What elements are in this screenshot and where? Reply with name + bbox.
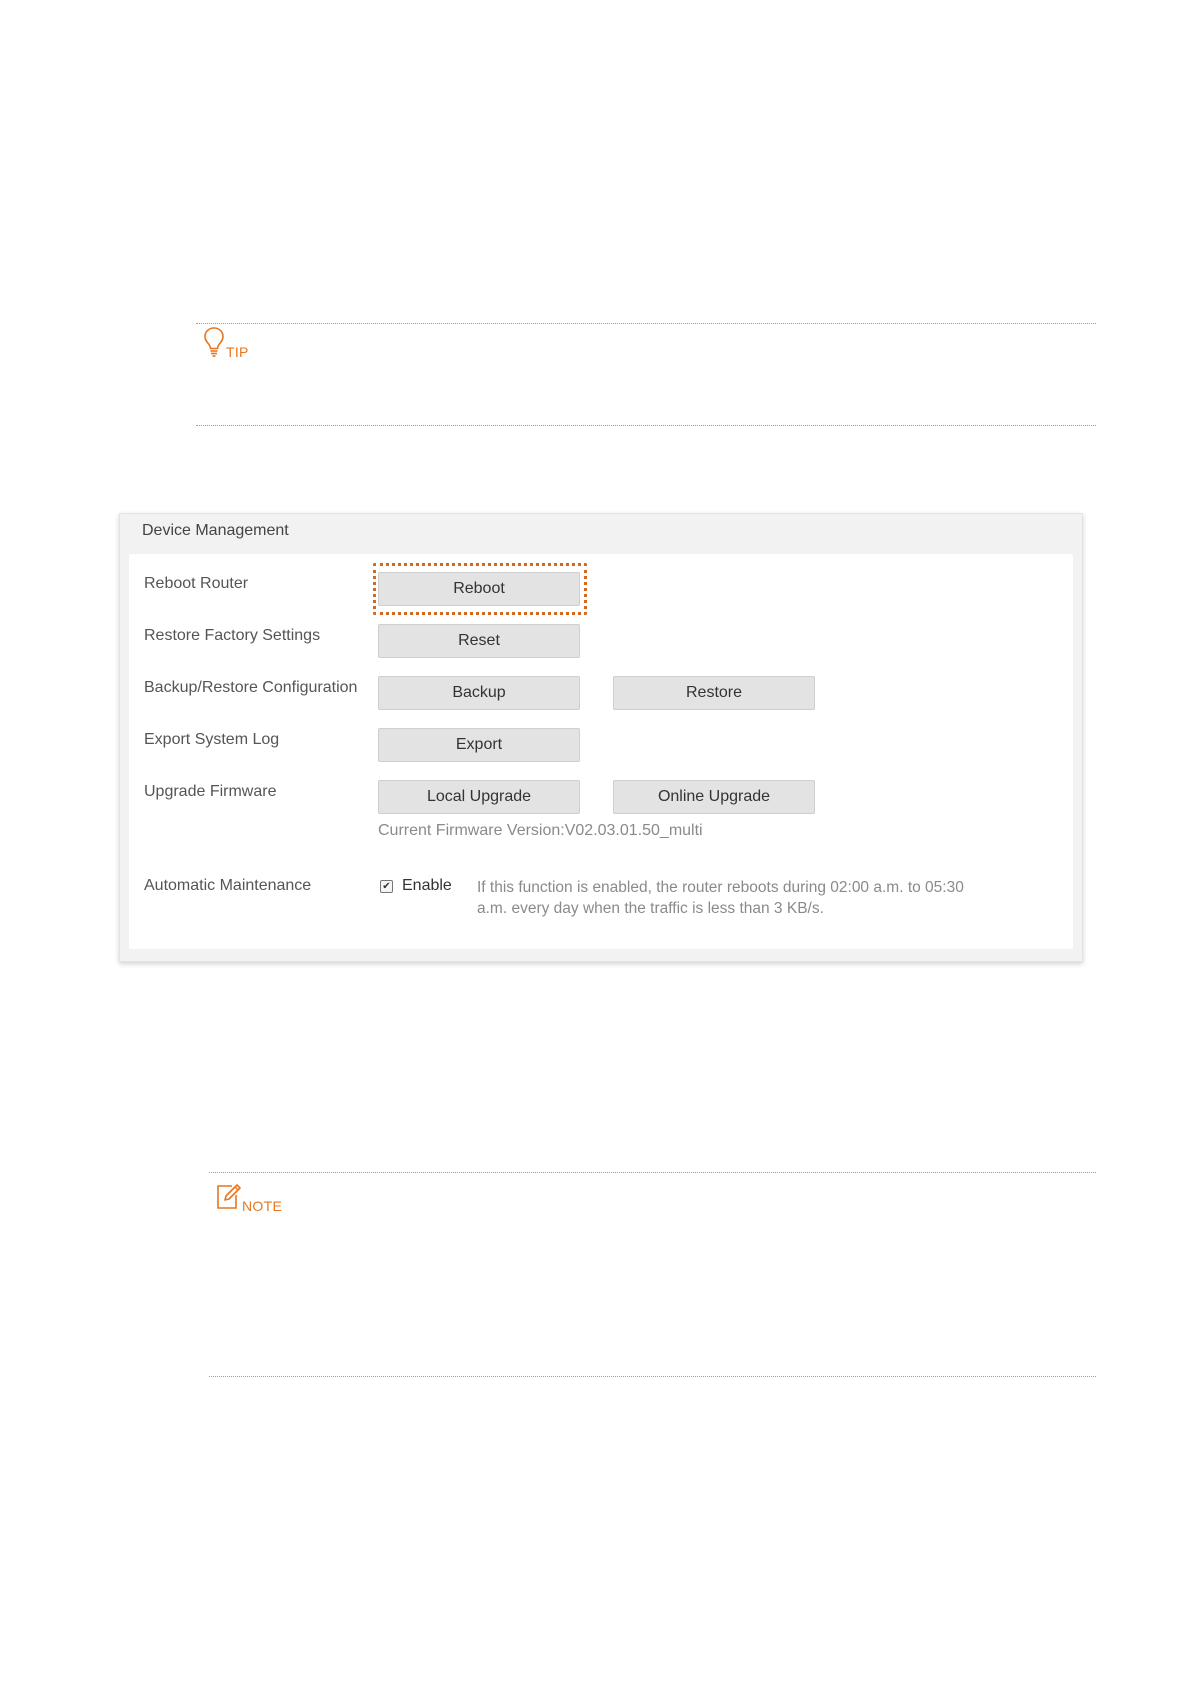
panel-body: [129, 554, 1073, 949]
device-management-panel: [119, 513, 1083, 962]
restore-button[interactable]: Restore: [613, 676, 815, 710]
maintenance-hint: If this function is enabled, the router reboots during 02:00 a.m. to 05:30 a.m. every day when the traffic is less than 3 KB/s.: [477, 879, 964, 917]
tip-top-rule: [196, 323, 1096, 324]
upgrade-firmware-label: Upgrade Firmware: [144, 783, 277, 800]
backup-button[interactable]: Backup: [378, 676, 580, 710]
note-pencil-icon: [215, 1182, 241, 1215]
export-log-label: Export System Log: [144, 731, 280, 748]
restore-factory-label: Restore Factory Settings: [144, 627, 321, 644]
local-upgrade-button[interactable]: Local Upgrade: [378, 780, 580, 814]
firmware-version-text: Current Firmware Version:V02.03.01.50_multi: [378, 822, 703, 839]
note-bottom-rule: [209, 1376, 1096, 1377]
backup-restore-label: Backup/Restore Configuration: [144, 679, 358, 696]
export-button[interactable]: Export: [378, 728, 580, 762]
automatic-maintenance-label: Automatic Maintenance: [144, 877, 312, 894]
reboot-button[interactable]: Reboot: [378, 572, 580, 606]
enable-label: Enable: [402, 877, 452, 894]
tip-label: TIP: [226, 344, 249, 360]
tip-callout: [203, 326, 249, 363]
note-top-rule: [209, 1172, 1096, 1173]
tip-bottom-rule: [196, 425, 1096, 426]
note-label: NOTE: [242, 1198, 283, 1214]
enable-checkbox[interactable]: [380, 880, 393, 893]
reboot-router-label: Reboot Router: [144, 575, 249, 592]
reset-button[interactable]: Reset: [378, 624, 580, 658]
lightbulb-icon: [203, 326, 225, 363]
note-callout: [215, 1182, 282, 1215]
check-icon: ✔: [382, 880, 391, 892]
online-upgrade-button[interactable]: Online Upgrade: [613, 780, 815, 814]
panel-title: Device Management: [142, 522, 289, 539]
